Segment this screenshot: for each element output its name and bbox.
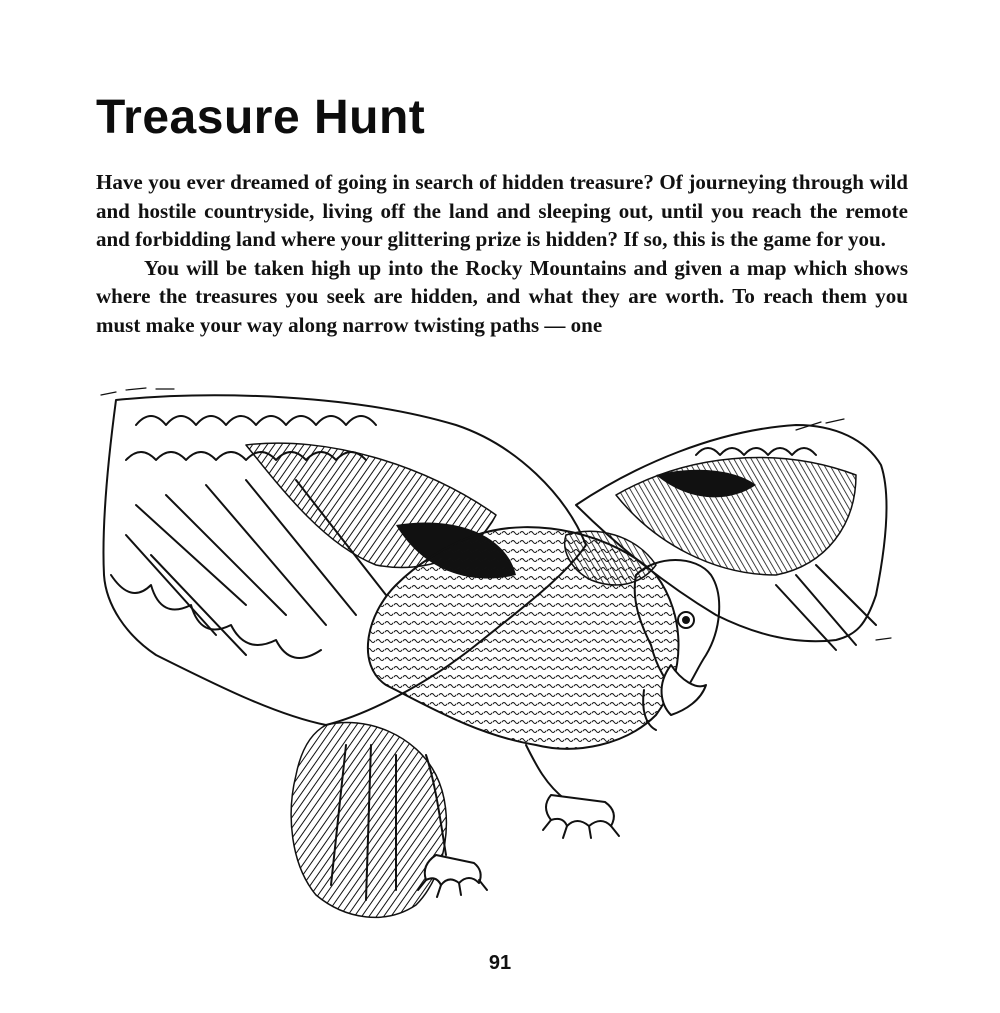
page-title: Treasure Hunt bbox=[96, 91, 426, 144]
right-leg bbox=[526, 745, 566, 800]
paragraph: Have you ever dreamed of going in search of hidden treasure? Of journeying through wild and hostile countryside, living off the land and sleeping out, until you reach the remote and forbidding land where your glittering prize is hidden? If so, this is the game for you. bbox=[96, 170, 908, 251]
vulture-illustration bbox=[96, 385, 896, 935]
right-talon bbox=[546, 795, 614, 826]
body-text bbox=[96, 168, 908, 339]
page-number: 91 bbox=[488, 952, 512, 974]
paragraph: You will be taken high up into the Rocky Mountains and given a map which shows where the treasures you seek are hidden, and what they are worth. To reach them you must make your way along narrow twisting paths — one bbox=[96, 255, 908, 337]
vulture-beak bbox=[662, 665, 706, 715]
